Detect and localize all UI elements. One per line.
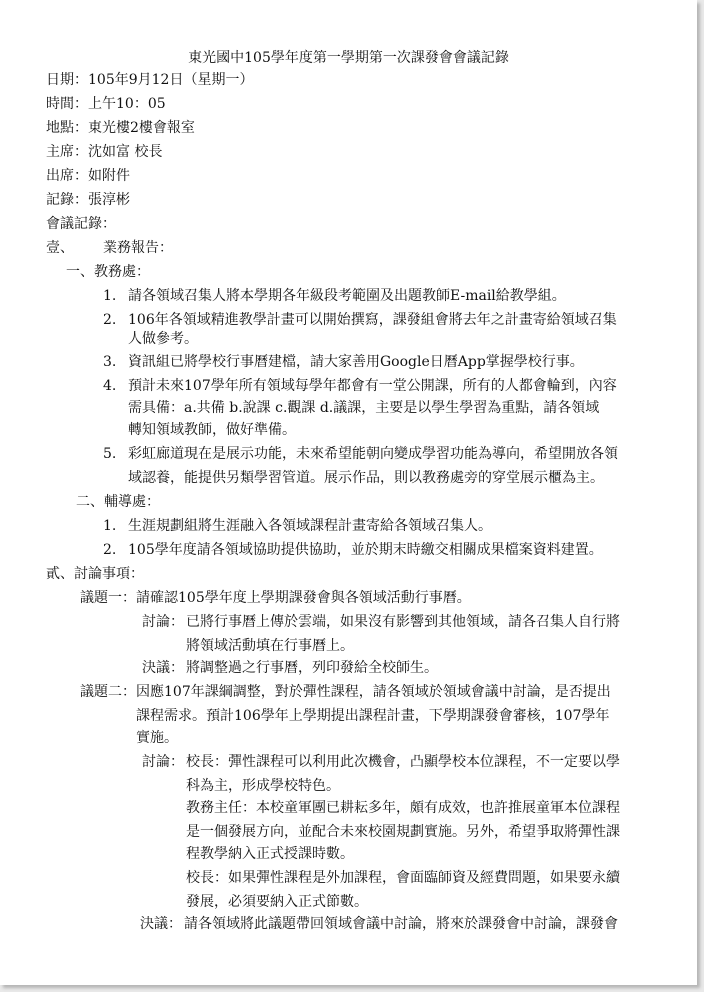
- list-item-text: 生涯規劃組將生涯融入各領域課程計畫寄給各領域召集人。: [128, 518, 492, 534]
- list-item-text: 105學年度請各領域協助提供協助，並於期末時繳交相關成果檔案資料建置。: [128, 542, 603, 558]
- topic2-discussion-text: 校長：如果彈性課程是外加課程，會面臨師資及經費問題，如果要永續: [186, 870, 620, 886]
- topic2-discussion-text: 程教學納入正式授課時數。: [186, 846, 354, 862]
- list-number: 3.: [103, 354, 117, 370]
- list-number: 5.: [103, 446, 117, 462]
- meeting-attendees: 出席：如附件: [46, 168, 130, 184]
- list-item-text: 需具備：a.共備 b.說課 c.觀課 d.議課，主要是以學生學習為重點，請各領域: [128, 400, 600, 416]
- topic2-text: 課程需求。預計106學年上學期提出課程計畫，下學期課發會審核，107學年: [136, 708, 610, 724]
- topic1-discussion-text: 將領域活動填在行事曆上。: [186, 638, 354, 654]
- topic2-discussion-text: 科為主，形成學校特色。: [186, 778, 340, 794]
- topic1-text: 請確認105學年度上學期課發會與各領域活動行事曆。: [136, 590, 471, 606]
- topic2-discussion-text: 是一個發展方向，並配合未來校園規劃實施。另外，希望爭取將彈性課: [186, 824, 620, 840]
- list-number: 4.: [103, 378, 117, 394]
- minutes-label: 會議記錄：: [46, 216, 116, 232]
- document-title: 東光國中105學年度第一學期第一次課發會會議記錄: [188, 50, 509, 66]
- list-number: 2.: [103, 542, 117, 558]
- list-number: 1.: [103, 288, 117, 304]
- list-number: 2.: [103, 312, 117, 328]
- topic1-label: 議題一：: [80, 590, 136, 606]
- topic2-label: 議題二：: [80, 684, 136, 700]
- list-item-text: 請各領域召集人將本學期各年級段考範圍及出題教師E-mail給教學組。: [128, 288, 566, 304]
- academic-office-heading: 一、教務處：: [66, 264, 150, 280]
- meeting-place: 地點：東光樓2樓會報室: [46, 120, 195, 136]
- topic1-discussion-text: 已將行事曆上傳於雲端，如果沒有影響到其他領域，請各召集人自行將: [186, 614, 620, 630]
- list-item-text: 轉知領域教師，做好準備。: [128, 422, 296, 438]
- meeting-date: 日期：105年9月12日（星期一）: [46, 72, 254, 88]
- topic2-text: 實施。: [136, 730, 178, 746]
- topic2-discussion-text: 校長：彈性課程可以利用此次機會，凸顯學校本位課程，不一定要以學: [186, 754, 620, 770]
- list-item-text: 預計未來107學年所有領域每學年都會有一堂公開課，所有的人都會輪到，內容: [128, 378, 617, 394]
- topic2-resolution-text: 請各領域將此議題帶回領域會議中討論，將來於課發會中討論，課發會: [184, 916, 618, 932]
- section2-heading: 貳、討論事項：: [46, 566, 144, 582]
- topic2-discussion-text: 發展，必須要納入正式節數。: [186, 894, 368, 910]
- topic1-discussion-label: 討論：: [142, 614, 184, 630]
- topic2-resolution-label: 決議：: [140, 916, 182, 932]
- meeting-recorder: 記錄：張淳彬: [46, 192, 130, 208]
- list-item-text: 資訊組已將學校行事曆建檔，請大家善用Google日曆App掌握學校行事。: [128, 354, 584, 370]
- topic1-resolution-text: 將調整過之行事曆，列印發給全校師生。: [186, 660, 438, 676]
- topic2-discussion-text: 教務主任：本校童軍團已耕耘多年，頗有成效，也許推展童軍本位課程: [186, 800, 620, 816]
- list-item-text: 域認養，能提供另類學習管道。展示作品，則以教務處旁的穿堂展示櫃為主。: [128, 470, 604, 486]
- counseling-office-heading: 二、輔導處：: [76, 494, 160, 510]
- list-number: 1.: [103, 518, 117, 534]
- list-item-text: 106年各領域精進教學計畫可以開始撰寫，課發組會將去年之計畫寄給領域召集: [128, 312, 617, 328]
- topic2-discussion-label: 討論：: [142, 754, 184, 770]
- topic2-text: 因應107年課綱調整，對於彈性課程，請各領域於領域會議中討論，是否提出: [136, 684, 611, 700]
- list-item-text: 人做參考。: [128, 331, 198, 347]
- section1-title: 業務報告：: [103, 240, 173, 256]
- meeting-time: 時間：上午10：05: [46, 96, 166, 112]
- meeting-chair: 主席：沈如富 校長: [46, 144, 163, 160]
- list-item-text: 彩虹廊道現在是展示功能，未來希望能朝向變成學習功能為導向，希望開放各領: [128, 446, 618, 462]
- section1-number: 壹、: [46, 240, 74, 256]
- topic1-resolution-label: 決議：: [142, 660, 184, 676]
